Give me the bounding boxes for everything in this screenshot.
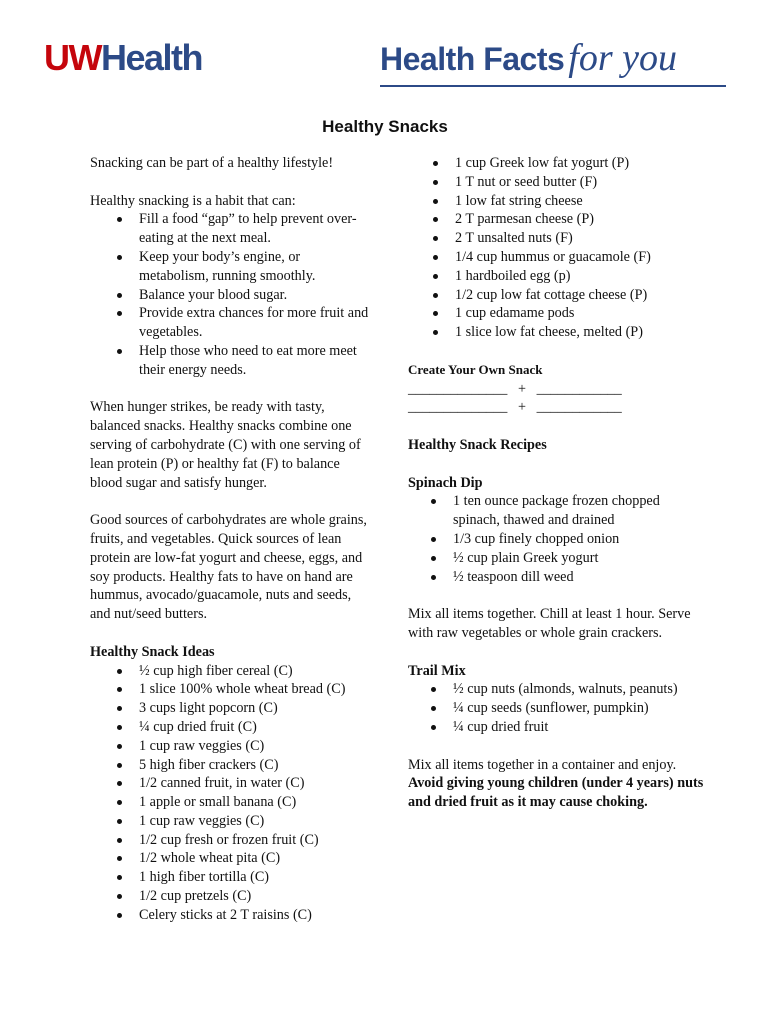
list-item: 1/2 canned fruit, in water (C)	[116, 774, 370, 793]
list-item: Keep your body’s engine, or metabolism, running smoothly.	[116, 248, 370, 286]
list-item: 1 slice 100% whole wheat bread (C)	[116, 680, 370, 699]
create-snack-line: ______________ + ____________	[408, 399, 622, 416]
header-rule	[380, 85, 726, 87]
list-item: 1 apple or small banana (C)	[116, 793, 370, 812]
list-item: ¼ cup dried fruit	[430, 718, 708, 737]
list-item: 1 ten ounce package frozen chopped spinach, thawed and drained	[430, 492, 708, 530]
list-item: 5 high fiber crackers (C)	[116, 756, 370, 775]
list-item: 1 cup raw veggies (C)	[116, 812, 370, 831]
intro-text: Snacking can be part of a healthy lifestyle!	[90, 155, 334, 171]
list-item: 1 high fiber tortilla (C)	[116, 868, 370, 887]
list-item: ½ cup high fiber cereal (C)	[116, 662, 370, 681]
recipes-heading: Healthy Snack Recipes	[408, 436, 547, 453]
logo-uw-text: UW	[44, 37, 101, 78]
list-item: Balance your blood sugar.	[116, 286, 370, 305]
list-item: 1/2 cup pretzels (C)	[116, 887, 370, 906]
series-tagline: for you	[568, 37, 677, 79]
list-item: 1 low fat string cheese	[432, 192, 708, 211]
list-item: ½ cup plain Greek yogurt	[430, 549, 708, 568]
choking-warning: Avoid giving young children (under 4 years) nuts and dried fruit as it may cause choking.	[408, 775, 704, 811]
list-item: 3 cups light popcorn (C)	[116, 699, 370, 718]
list-item: 1/2 cup fresh or frozen fruit (C)	[116, 831, 370, 850]
list-item: 1/2 whole wheat pita (C)	[116, 849, 370, 868]
list-item: 1 cup raw veggies (C)	[116, 737, 370, 756]
spinach-dip-list	[408, 492, 708, 586]
hunger-paragraph: When hunger strikes, be ready with tasty, balanced snacks. Healthy snacks combine one serving of carbohydrate (C) with one serving of lean protein (P) or healthy fat (F) to balance blood sugar and satisfy hunger.	[90, 399, 361, 491]
list-item: ¼ cup dried fruit (C)	[116, 718, 370, 737]
list-item: 1 hardboiled egg (p)	[432, 267, 708, 286]
list-item: Celery sticks at 2 T raisins (C)	[116, 906, 370, 925]
uw-health-logo	[44, 38, 202, 78]
trail-mix-directions-text: Mix all items together in a container and enjoy.	[408, 756, 677, 773]
page-title: Healthy Snacks	[322, 117, 448, 136]
list-item: 2 T unsalted nuts (F)	[432, 229, 708, 248]
list-item: 1/3 cup finely chopped onion	[430, 530, 708, 549]
left-column	[90, 154, 370, 925]
trail-mix-heading: Trail Mix	[408, 662, 466, 679]
create-snack-heading: Create Your Own Snack	[408, 361, 543, 377]
trail-mix-list	[408, 680, 708, 736]
list-item: 1 cup Greek low fat yogurt (P)	[432, 154, 708, 173]
habit-lead: Healthy snacking is a habit that can:	[90, 192, 296, 209]
trail-mix-directions	[408, 756, 708, 812]
right-column	[408, 154, 708, 812]
sources-paragraph: Good sources of carbohydrates are whole grains, fruits, and vegetables. Quick sources of lean protein are low-fat yogurt and cheese, eggs, and soy products. Healthy fats to have on hand are hummus, avocado/guacamole, nuts and seeds, and nut/seed butters.	[90, 512, 367, 623]
list-item: Help those who need to eat more meet their energy needs.	[116, 342, 370, 380]
logo-health-text: Health	[100, 37, 203, 78]
list-item: Provide extra chances for more fruit and vegetables.	[116, 304, 370, 342]
create-snack-line: ______________ + ____________	[408, 380, 622, 397]
spinach-dip-directions: Mix all items together. Chill at least 1 hour. Serve with raw vegetables or whole grain crackers.	[408, 606, 691, 641]
snack-ideas-list	[90, 662, 370, 925]
list-item: 1 slice low fat cheese, melted (P)	[432, 323, 708, 342]
list-item: 1/2 cup low fat cottage cheese (P)	[432, 286, 708, 305]
health-facts-for-you-title	[380, 38, 677, 86]
protein-fat-list	[408, 154, 708, 342]
list-item: Fill a food “gap” to help prevent over-eating at the next meal.	[116, 210, 370, 248]
spinach-dip-heading: Spinach Dip	[408, 474, 483, 491]
list-item: ½ teaspoon dill weed	[430, 568, 708, 587]
habit-list	[90, 210, 370, 379]
list-item: ½ cup nuts (almonds, walnuts, peanuts)	[430, 680, 708, 699]
list-item: 1 T nut or seed butter (F)	[432, 173, 708, 192]
list-item: 1 cup edamame pods	[432, 304, 708, 323]
list-item: 1/4 cup hummus or guacamole (F)	[432, 248, 708, 267]
list-item: 2 T parmesan cheese (P)	[432, 210, 708, 229]
page-header	[0, 0, 770, 100]
snack-ideas-heading: Healthy Snack Ideas	[90, 643, 215, 660]
list-item: ¼ cup seeds (sunflower, pumpkin)	[430, 699, 708, 718]
series-title: Health Facts	[380, 41, 565, 77]
